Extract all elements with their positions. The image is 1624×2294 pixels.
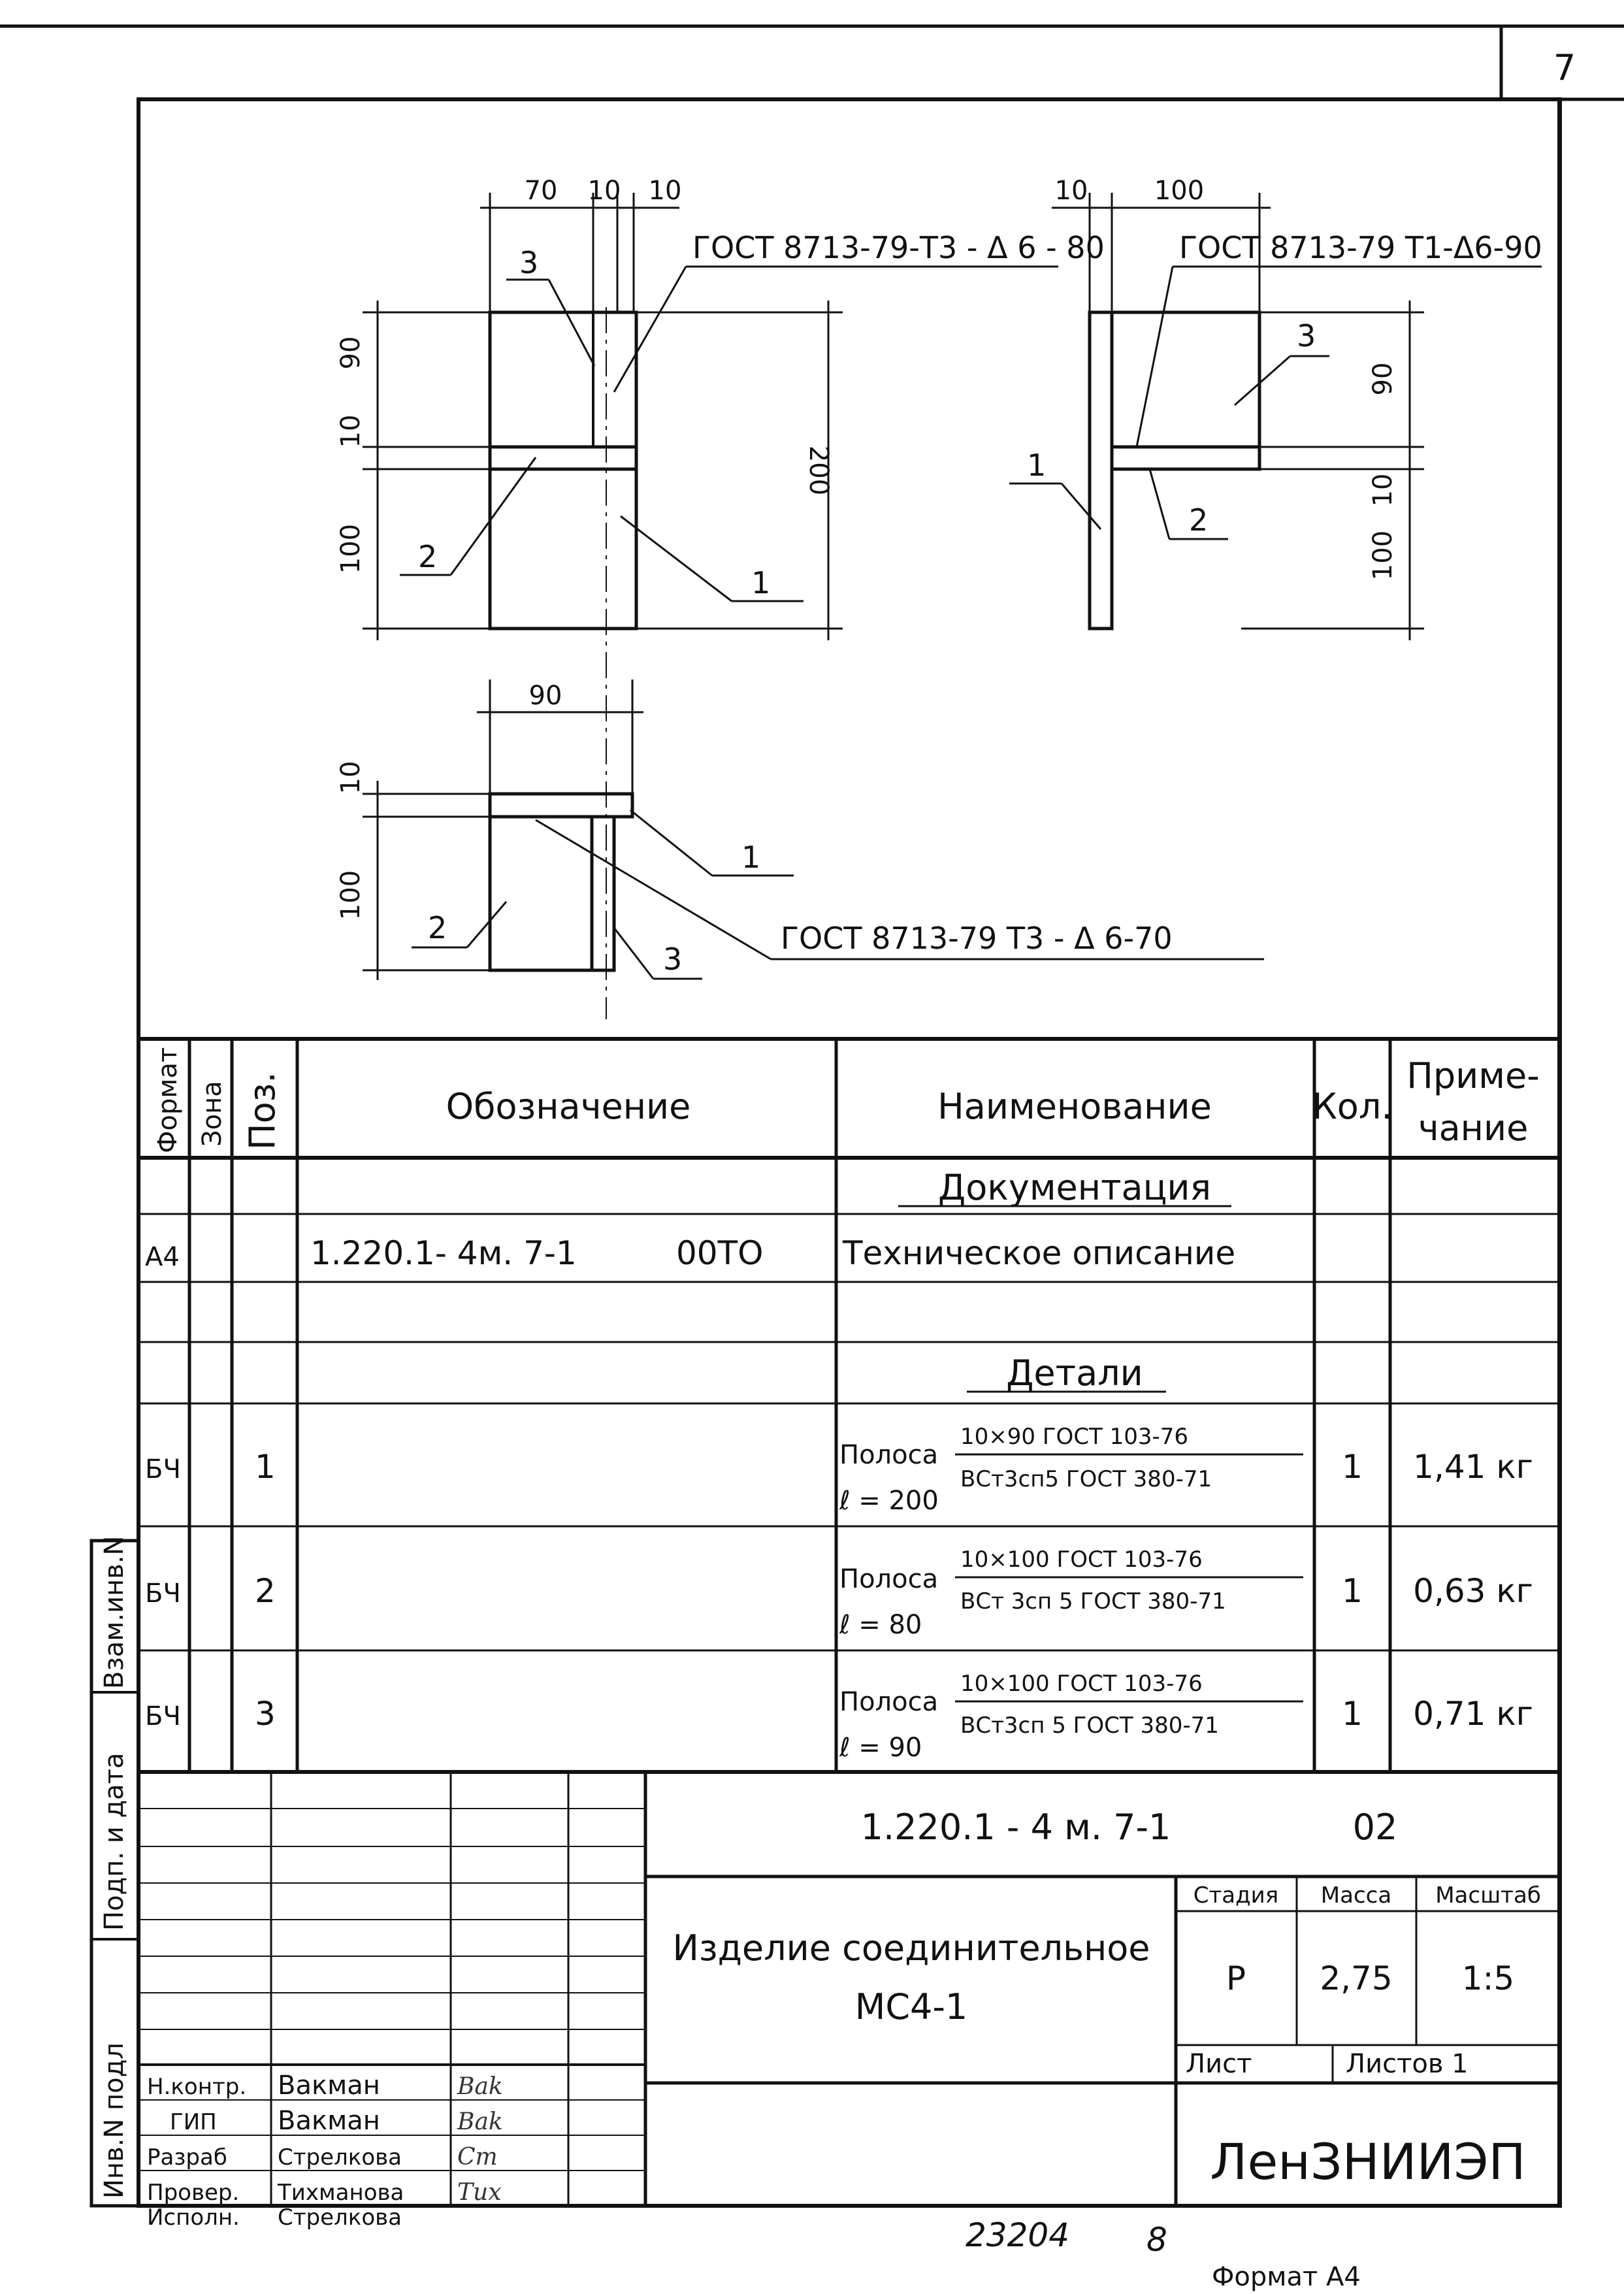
person-name: Тихманова xyxy=(278,2180,404,2206)
position-label: 1 xyxy=(751,565,771,600)
section-parts: Детали xyxy=(1006,1352,1143,1394)
doc-code: 1.220.1 - 4 м. 7-1 xyxy=(860,1807,1171,1848)
role-label: Исполн. xyxy=(147,2204,240,2231)
header-name: Наименование xyxy=(937,1086,1212,1127)
product-name: Изделие соединительное xyxy=(672,1927,1150,1969)
part-format: БЧ xyxy=(145,1579,181,1609)
part-note: 0,71 кг xyxy=(1413,1695,1533,1733)
doc-format: А4 xyxy=(145,1242,180,1272)
part-pos: 2 xyxy=(255,1572,276,1610)
mass-value: 2,75 xyxy=(1320,1959,1393,1997)
header-note-1: Приме- xyxy=(1406,1055,1540,1096)
person-name: Вакман xyxy=(278,2071,380,2101)
position-label: 1 xyxy=(741,840,761,875)
dim-text: 10 xyxy=(336,414,366,448)
header-zone: Зона xyxy=(197,1081,227,1147)
part-format: БЧ xyxy=(145,1454,181,1484)
part-length: ℓ = 90 xyxy=(839,1733,922,1763)
scale-value: 1:5 xyxy=(1461,1959,1515,1997)
header-qty: Кол. xyxy=(1312,1086,1393,1127)
part-qty: 1 xyxy=(1342,1695,1363,1733)
bottom-view xyxy=(336,680,1264,980)
product-mark: МС4-1 xyxy=(854,1986,968,2027)
part-profile: 10×100 ГОСТ 103-76 xyxy=(960,1547,1203,1573)
signature: Tux xyxy=(457,2179,502,2206)
archive-number: 23204 xyxy=(966,2216,1070,2254)
signature: Bak xyxy=(457,2108,503,2135)
title-block xyxy=(138,1772,1560,2231)
header-designation: Обозначение xyxy=(446,1086,691,1127)
doc-name: Техническое описание xyxy=(843,1234,1236,1272)
position-label: 3 xyxy=(1297,318,1316,353)
specification-table xyxy=(138,1039,1560,1772)
part-profile: 10×90 ГОСТ 103-76 xyxy=(960,1424,1189,1450)
page-number: 7 xyxy=(1553,47,1576,88)
part-profile: 10×100 ГОСТ 103-76 xyxy=(960,1671,1203,1697)
format-label: Формат А4 xyxy=(1212,2262,1361,2292)
part-name: Полоса xyxy=(839,1440,939,1470)
scale-label: Масштаб xyxy=(1435,1882,1541,1909)
sheet-label: Лист xyxy=(1186,2049,1252,2079)
header-pos: Поз. xyxy=(242,1072,283,1150)
part-outline xyxy=(1090,312,1112,629)
side-stamp-sign-date: Подп. и дата xyxy=(99,1752,129,1931)
part-note: 0,63 кг xyxy=(1413,1572,1533,1610)
position-label: 2 xyxy=(418,539,438,574)
position-label: 2 xyxy=(1189,502,1209,538)
part-material: ВСт3сп 5 ГОСТ 380-71 xyxy=(960,1712,1219,1739)
doc-designation: 1.220.1- 4м. 7-1 xyxy=(310,1234,577,1272)
role-label: Н.контр. xyxy=(147,2074,247,2100)
role-label: Провер. xyxy=(147,2180,240,2206)
dim-text: 100 xyxy=(336,523,366,574)
header-note-2: чание xyxy=(1418,1107,1529,1149)
dim-text: 10 xyxy=(1054,176,1088,206)
signature: Bak xyxy=(457,2073,503,2100)
side-stamp-inv-orig: Инв.N подл xyxy=(99,2042,129,2199)
part-material: ВСт3сп5 ГОСТ 380-71 xyxy=(960,1466,1212,1492)
position-label: 1 xyxy=(1027,448,1047,483)
part-pos: 3 xyxy=(255,1695,276,1733)
dim-text: 100 xyxy=(336,870,366,921)
dim-text: 10 xyxy=(1368,473,1398,507)
extra-mark: 8 xyxy=(1146,2221,1167,2259)
stage-label: Стадия xyxy=(1193,1882,1279,1909)
person-name: Стрелкова xyxy=(278,2204,402,2231)
signature: Cm xyxy=(457,2144,498,2171)
dim-text: 90 xyxy=(528,681,562,711)
side-stamp-replace-inv: Взам.инв.N xyxy=(99,1535,129,1689)
position-label: 3 xyxy=(663,942,683,977)
dim-text: 100 xyxy=(1154,176,1205,206)
part-length: ℓ = 200 xyxy=(839,1486,939,1516)
part-material: ВСт 3сп 5 ГОСТ 380-71 xyxy=(960,1588,1226,1614)
position-label: 3 xyxy=(519,245,539,280)
side-view xyxy=(1009,176,1542,640)
mass-label: Масса xyxy=(1320,1882,1392,1909)
dim-text: 100 xyxy=(1368,530,1398,581)
part-pos: 1 xyxy=(255,1448,276,1486)
part-name: Полоса xyxy=(839,1564,939,1594)
header-format: Формат xyxy=(153,1047,183,1153)
part-note: 1,41 кг xyxy=(1413,1448,1533,1486)
dim-text: 10 xyxy=(587,176,621,206)
sheet-code: 02 xyxy=(1352,1807,1398,1848)
role-label: Разраб xyxy=(147,2144,227,2171)
section-documentation: Документация xyxy=(938,1167,1211,1208)
part-qty: 1 xyxy=(1342,1448,1363,1486)
doc-code: 00ТО xyxy=(676,1234,764,1272)
part-name: Полоса xyxy=(839,1687,939,1717)
dim-text: 200 xyxy=(804,445,834,496)
weld-label: ГОСТ 8713-79 Т1-Δ6-90 xyxy=(1179,230,1542,265)
sheets-label: Листов 1 xyxy=(1346,2049,1469,2079)
part-qty: 1 xyxy=(1342,1572,1363,1610)
front-view xyxy=(336,176,1105,1019)
person-name: Вакман xyxy=(278,2106,380,2136)
part-outline xyxy=(490,794,632,817)
dim-text: 10 xyxy=(648,176,682,206)
dim-text: 90 xyxy=(1368,362,1398,396)
dim-text: 10 xyxy=(336,761,366,795)
person-name: Стрелкова xyxy=(278,2144,402,2171)
dim-text: 70 xyxy=(524,176,558,206)
role-label: ГИП xyxy=(170,2109,217,2135)
part-length: ℓ = 80 xyxy=(839,1610,922,1640)
weld-label: ГОСТ 8713-79-Т3 - Δ 6 - 80 xyxy=(692,230,1105,265)
stage-value: Р xyxy=(1226,1959,1246,1997)
organization-name: ЛенЗНИИЭП xyxy=(1210,2133,1526,2191)
position-label: 2 xyxy=(428,910,447,945)
part-format: БЧ xyxy=(145,1701,181,1731)
side-stamp xyxy=(91,1536,138,2206)
weld-label: ГОСТ 8713-79 Т3 - Δ 6-70 xyxy=(781,921,1173,956)
dim-text: 90 xyxy=(336,336,366,370)
